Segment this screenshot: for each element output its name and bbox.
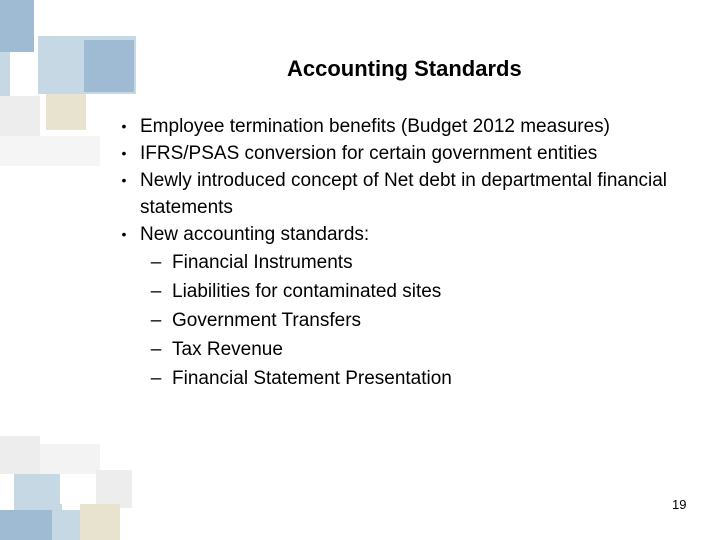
bullet-dot-icon: •: [121, 145, 127, 161]
bullet-item: [116, 167, 716, 221]
slide-title: Accounting Standards: [287, 56, 522, 81]
bullet-dot-icon: •: [121, 226, 127, 242]
decor-square: [96, 470, 132, 508]
bullet-dot-icon: •: [121, 172, 127, 188]
decor-square: [52, 510, 80, 540]
decor-square: [0, 96, 40, 136]
sub-bullet-text: Government Transfers: [172, 310, 362, 331]
bullet-item: [116, 140, 716, 167]
sub-bullet-item: [148, 248, 716, 277]
decor-square: [0, 436, 40, 474]
sub-bullet-text: Financial Statement Presentation: [172, 368, 452, 389]
decor-square: [0, 136, 100, 166]
bullet-item: [116, 221, 716, 248]
sub-bullet-item: [148, 364, 716, 393]
decor-square: [80, 504, 120, 540]
dash-icon: –: [150, 310, 162, 331]
dash-icon: –: [150, 252, 162, 273]
dash-icon: –: [150, 281, 162, 302]
bullet-item: [116, 113, 716, 140]
decor-square: [14, 474, 62, 510]
page-number: 19: [672, 497, 687, 512]
decor-square: [84, 40, 134, 92]
sub-bullet-item: [148, 277, 716, 306]
decor-square: [46, 94, 86, 130]
bullet-text: Employee termination benefits (Budget 2012 measures): [140, 116, 610, 137]
bullet-text: Newly introduced concept of Net debt in departmental financial statements: [140, 170, 668, 218]
sub-bullet-text: Tax Revenue: [172, 339, 283, 360]
bullet-text: IFRS/PSAS conversion for certain government entities: [140, 143, 598, 164]
sub-bullet-text: Liabilities for contaminated sites: [172, 281, 442, 302]
decor-square: [60, 474, 96, 504]
bullet-dot-icon: •: [121, 118, 127, 134]
sub-bullet-item: [148, 335, 716, 364]
slide-content: [116, 113, 716, 393]
decor-square: [0, 52, 10, 96]
sub-bullet-text: Financial Instruments: [172, 252, 353, 273]
dash-icon: –: [150, 368, 162, 389]
bullet-text: New accounting standards:: [140, 224, 370, 245]
sub-bullet-item: [148, 306, 716, 335]
decor-square: [0, 510, 52, 540]
decor-square: [0, 0, 34, 52]
dash-icon: –: [150, 339, 162, 360]
